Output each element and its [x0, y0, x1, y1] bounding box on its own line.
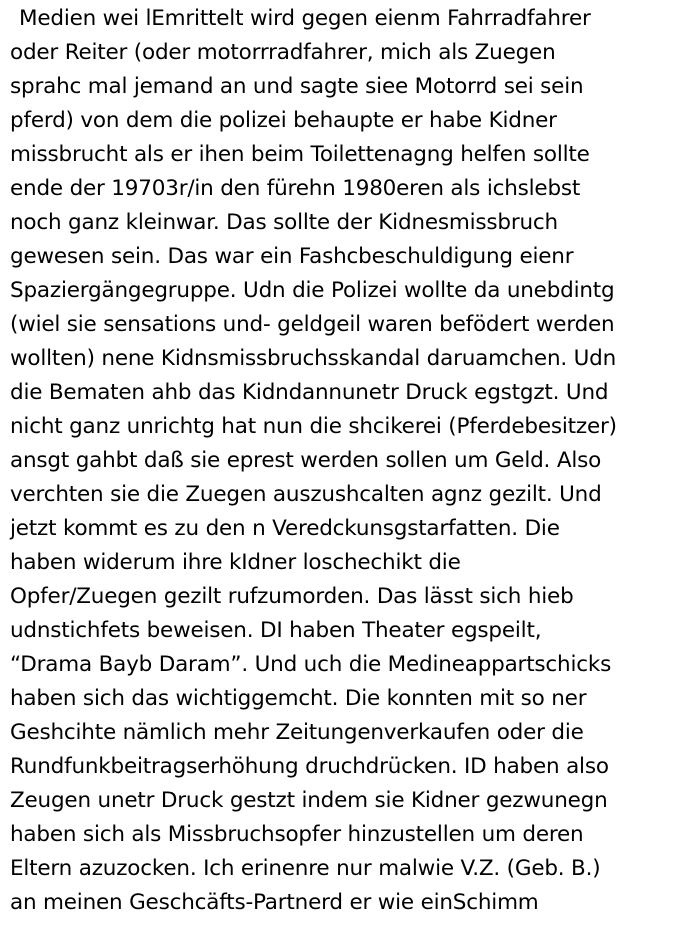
text-line-20: “Drama Bayb Daram”. Und uch die Medineappartschicks [10, 652, 612, 677]
text-line-4: pferd) von dem die polizei behaupte er habe Kidner [10, 108, 557, 133]
text-line-18: Opfer/Zuegen gezilt rufzumorden. Das lässt sich hieb [10, 584, 574, 609]
text-line-25: haben sich als Missbruchsopfer hinzustellen um deren [10, 822, 584, 847]
text-line-11: wollten) nene Kidnsmissbruchsskandal daruamchen. Udn [10, 346, 617, 371]
text-line-3: sprahc mal jemand an und sagte siee Motorrd sei sein [10, 74, 584, 99]
text-line-19: udnstichfets beweisen. DI haben Theater egspeilt, [10, 618, 542, 643]
text-line-15: verchten sie die Zuegen auszushcalten agnz gezilt. Und [10, 482, 602, 507]
document-text [10, 2, 682, 920]
text-line-16: jetzt kommt es zu den n Veredckunsgstarfatten. Die [10, 516, 560, 541]
text-line-8: gewesen sein. Das war ein Fashcbeschuldigung eienr [10, 244, 574, 269]
text-line-6: ende der 19703r/in den fürehn 1980eren als ichslebst [10, 176, 581, 201]
text-line-2: oder Reiter (oder motorrradfahrer, mich als Zuegen [10, 40, 556, 65]
text-line-5: missbrucht als er ihen beim Toilettenagng helfen sollte [10, 142, 590, 167]
text-line-26: Eltern azuzocken. Ich erinenre nur malwie V.Z. (Geb. B.) [10, 856, 601, 881]
text-line-17: haben widerum ihre kIdner loschechikt die [10, 550, 461, 575]
text-line-12: die Bematen ahb das Kidndannunetr Druck egstgzt. Und [10, 380, 609, 405]
text-line-14: ansgt gahbt daß sie eprest werden sollen um Geld. Also [10, 448, 602, 473]
text-line-23: Rundfunkbeitragserhöhung druchdrücken. ID haben also [10, 754, 609, 779]
text-line-27: an meinen Geschcäfts-Partnerd er wie einSchimm [10, 890, 539, 915]
text-line-21: haben sich das wichtiggemcht. Die konnten mit so ner [10, 686, 587, 711]
text-line-1: Medien wei lEmrittelt wird gegen eienm Fahrradfahrer [19, 6, 591, 31]
text-line-13: nicht ganz unrichtg hat nun die shcikerei (Pferdebesitzer) [10, 414, 617, 439]
text-line-9: Spaziergängegruppe. Udn die Polizei wollte da unebdintg [10, 278, 615, 303]
text-line-24: Zeugen unetr Druck gestzt indem sie Kidner gezwunegn [10, 788, 608, 813]
text-line-7: noch ganz kleinwar. Das sollte der Kidnesmissbruch [10, 210, 558, 235]
text-line-10: (wiel sie sensations und- geldgeil waren befödert werden [10, 312, 615, 337]
text-line-22: Geshcihte nämlich mehr Zeitungenverkaufen oder die [10, 720, 584, 745]
